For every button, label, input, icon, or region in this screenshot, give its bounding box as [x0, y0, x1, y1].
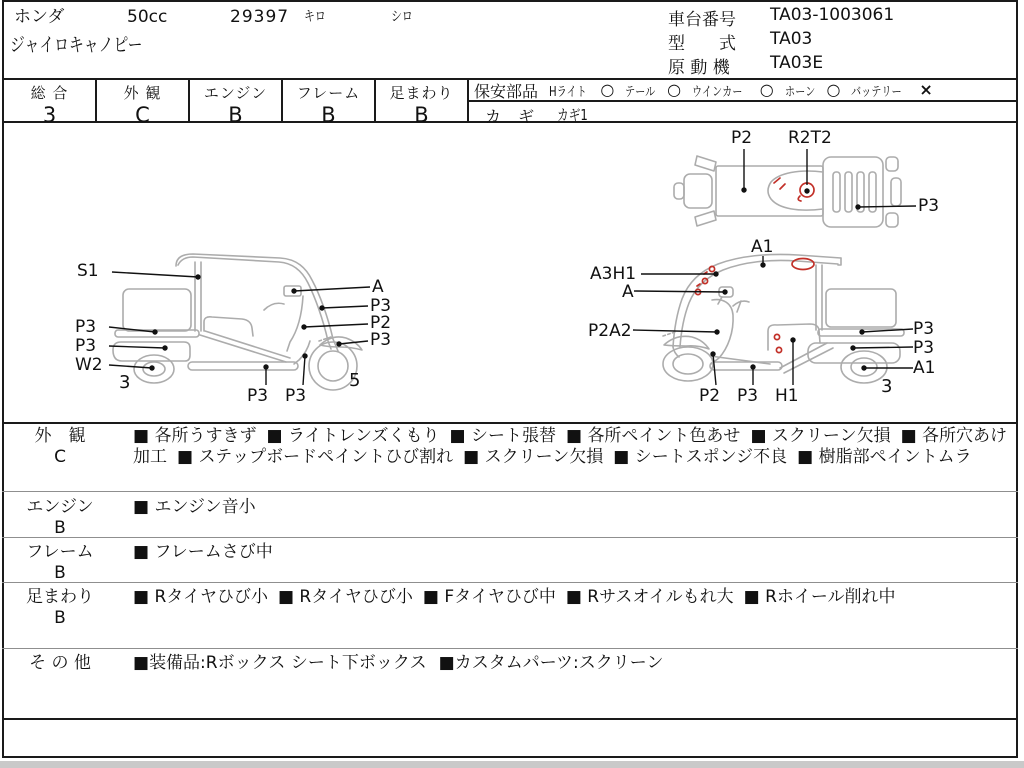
frame-row-label: フレーム B [14, 542, 106, 584]
code-top-p3: P3 [918, 196, 940, 216]
condition-item: ■ エンジン音小 [133, 497, 256, 517]
code-left-p3-upper: P3 [370, 296, 392, 316]
right-rear-wheel-grade: 3 [881, 376, 893, 397]
undercarriage-notes [133, 587, 1019, 608]
condition-item: ■ 装備品:Rボックス シート下ボックス [133, 653, 427, 673]
other-notes [133, 653, 1019, 674]
undercarriage-row-label: 足まわり B [14, 587, 106, 629]
condition-item: ■ ライトレンズくもり [266, 426, 439, 446]
type-value: TA03 [770, 29, 813, 49]
code-right-h1: H1 [775, 386, 799, 406]
chassis-number-row [668, 5, 894, 30]
key-label: カ ギ [485, 107, 541, 126]
frame-grade: B [54, 563, 66, 583]
mileage-unit: キロ [304, 9, 326, 25]
divider [2, 582, 1018, 583]
winker-ok-mark: ○ [759, 80, 774, 99]
condition-item: ■ スクリーン欠損 [750, 426, 890, 446]
safety-battery: バッテリー × [851, 80, 933, 100]
engine-value: TA03E [770, 53, 824, 73]
chassis-value: TA03-1003061 [770, 5, 895, 25]
headlight-ok-mark: ○ [600, 80, 615, 99]
code-right-a: A [622, 282, 634, 302]
condition-item: ■ フレームさび中 [133, 542, 273, 562]
condition-item: ■ Rサスオイルもれ大 [566, 587, 734, 607]
code-right-p3-rail: P3 [913, 319, 935, 339]
engine-row-label: エンジン B [14, 497, 106, 539]
rating-engine-grade: B [228, 103, 243, 127]
damage-diagram [0, 120, 1024, 420]
code-left-s1: S1 [77, 261, 99, 281]
code-right-p3-lower: P3 [913, 338, 935, 358]
scan-edge [0, 761, 1024, 768]
exterior-notes [133, 426, 1019, 468]
battery-ng-mark: × [919, 80, 933, 99]
safety-taillight: テール ○ [625, 80, 682, 100]
engine-grade: B [54, 518, 66, 538]
safety-headlight: Hライト ○ [549, 80, 615, 100]
condition-item: ■ Rホイール削れ中 [744, 587, 896, 607]
taillight-ok-mark: ○ [667, 80, 682, 99]
condition-item: ■ 樹脂部ペイントムラ [797, 447, 971, 467]
code-left-w2: W2 [75, 355, 103, 375]
safety-winker: ウインカー ○ [692, 80, 774, 100]
safety-parts-title: 保安部品 [474, 81, 539, 101]
type-label: 型 式 [668, 34, 736, 54]
chassis-label: 車台番号 [668, 10, 736, 30]
engine-notes [133, 497, 1019, 518]
code-left-p3-box: P3 [75, 317, 97, 337]
code-left-p3-floor: P3 [247, 386, 269, 406]
rating-frame-grade: B [321, 103, 336, 127]
condition-item: ■ シートスポンジ不良 [613, 447, 787, 467]
code-left-p3-fender: P3 [370, 330, 392, 350]
left-front-wheel-grade: 5 [349, 370, 361, 391]
code-right-a1-wheel: A1 [913, 358, 936, 378]
type-row [668, 29, 812, 54]
code-left-a: A [372, 277, 384, 297]
condition-item: ■ スクリーン欠損 [463, 447, 603, 467]
code-left-p2: P2 [370, 313, 392, 333]
divider [2, 718, 1018, 720]
engine-row [668, 53, 823, 78]
mileage-value: 29397 [230, 7, 290, 27]
condition-item: ■ 各所うすきず [133, 426, 256, 446]
displacement: 50cc [127, 7, 168, 27]
divider [2, 491, 1018, 492]
rating-overall: 総 合 3 [2, 78, 97, 123]
code-top-p2: P2 [731, 128, 753, 148]
divider [2, 648, 1018, 649]
model-name: ジャイロキャノピー [10, 34, 143, 56]
engine-label: 原 動 機 [668, 58, 730, 78]
code-right-p3-floor: P3 [737, 386, 759, 406]
code-right-a1-roof: A1 [751, 237, 774, 257]
condition-item: ■ Fタイヤひび中 [423, 587, 556, 607]
condition-item: ■ 各所ペイント色あせ [566, 426, 740, 446]
code-left-p3-front: P3 [285, 386, 307, 406]
rating-overall-grade: 3 [42, 103, 57, 127]
left-rear-wheel-grade: 3 [119, 372, 131, 393]
rating-exterior-grade: C [135, 103, 150, 127]
ratings-row [2, 78, 1018, 127]
maker-name: ホンダ [14, 7, 65, 27]
condition-item: ■ Rタイヤひび小 [278, 587, 413, 607]
rating-frame: フレーム B [281, 78, 376, 123]
condition-item: ■ Rタイヤひび小 [133, 587, 268, 607]
divider [2, 422, 1018, 424]
other-row-label: そ の 他 [29, 653, 91, 673]
rating-exterior: 外 観 C [95, 78, 190, 123]
code-right-p2: P2 [699, 386, 721, 406]
body-color: シロ [391, 9, 413, 25]
safety-parts-row [469, 80, 1016, 102]
divider [2, 537, 1018, 538]
rating-undercarriage: 足まわり B [374, 78, 469, 123]
safety-parts-box [467, 78, 1018, 126]
code-right-p2a2: P2A2 [588, 321, 632, 341]
safety-horn: ホーン ○ [784, 80, 841, 100]
condition-item: ■ カスタムパーツ:スクリーン [439, 653, 664, 673]
condition-item: ■ シート張替 [450, 426, 556, 446]
condition-item: ■ 各所穴あけ加工 [133, 426, 1007, 467]
rating-undercarriage-grade: B [414, 103, 429, 127]
rating-engine: エンジン B [188, 78, 283, 123]
exterior-grade: C [54, 447, 66, 467]
exterior-row-label: 外 観 C [14, 426, 106, 468]
horn-ok-mark: ○ [826, 80, 841, 99]
code-top-r2t2: R2T2 [788, 128, 832, 148]
code-right-a3h1: A3H1 [590, 264, 637, 284]
undercarriage-grade: B [54, 608, 66, 628]
condition-item: ■ ステップボードペイントひび割れ [177, 447, 453, 467]
key-value: カギ1 [557, 106, 588, 124]
code-left-p3-lower: P3 [75, 336, 97, 356]
frame-notes [133, 542, 1019, 563]
